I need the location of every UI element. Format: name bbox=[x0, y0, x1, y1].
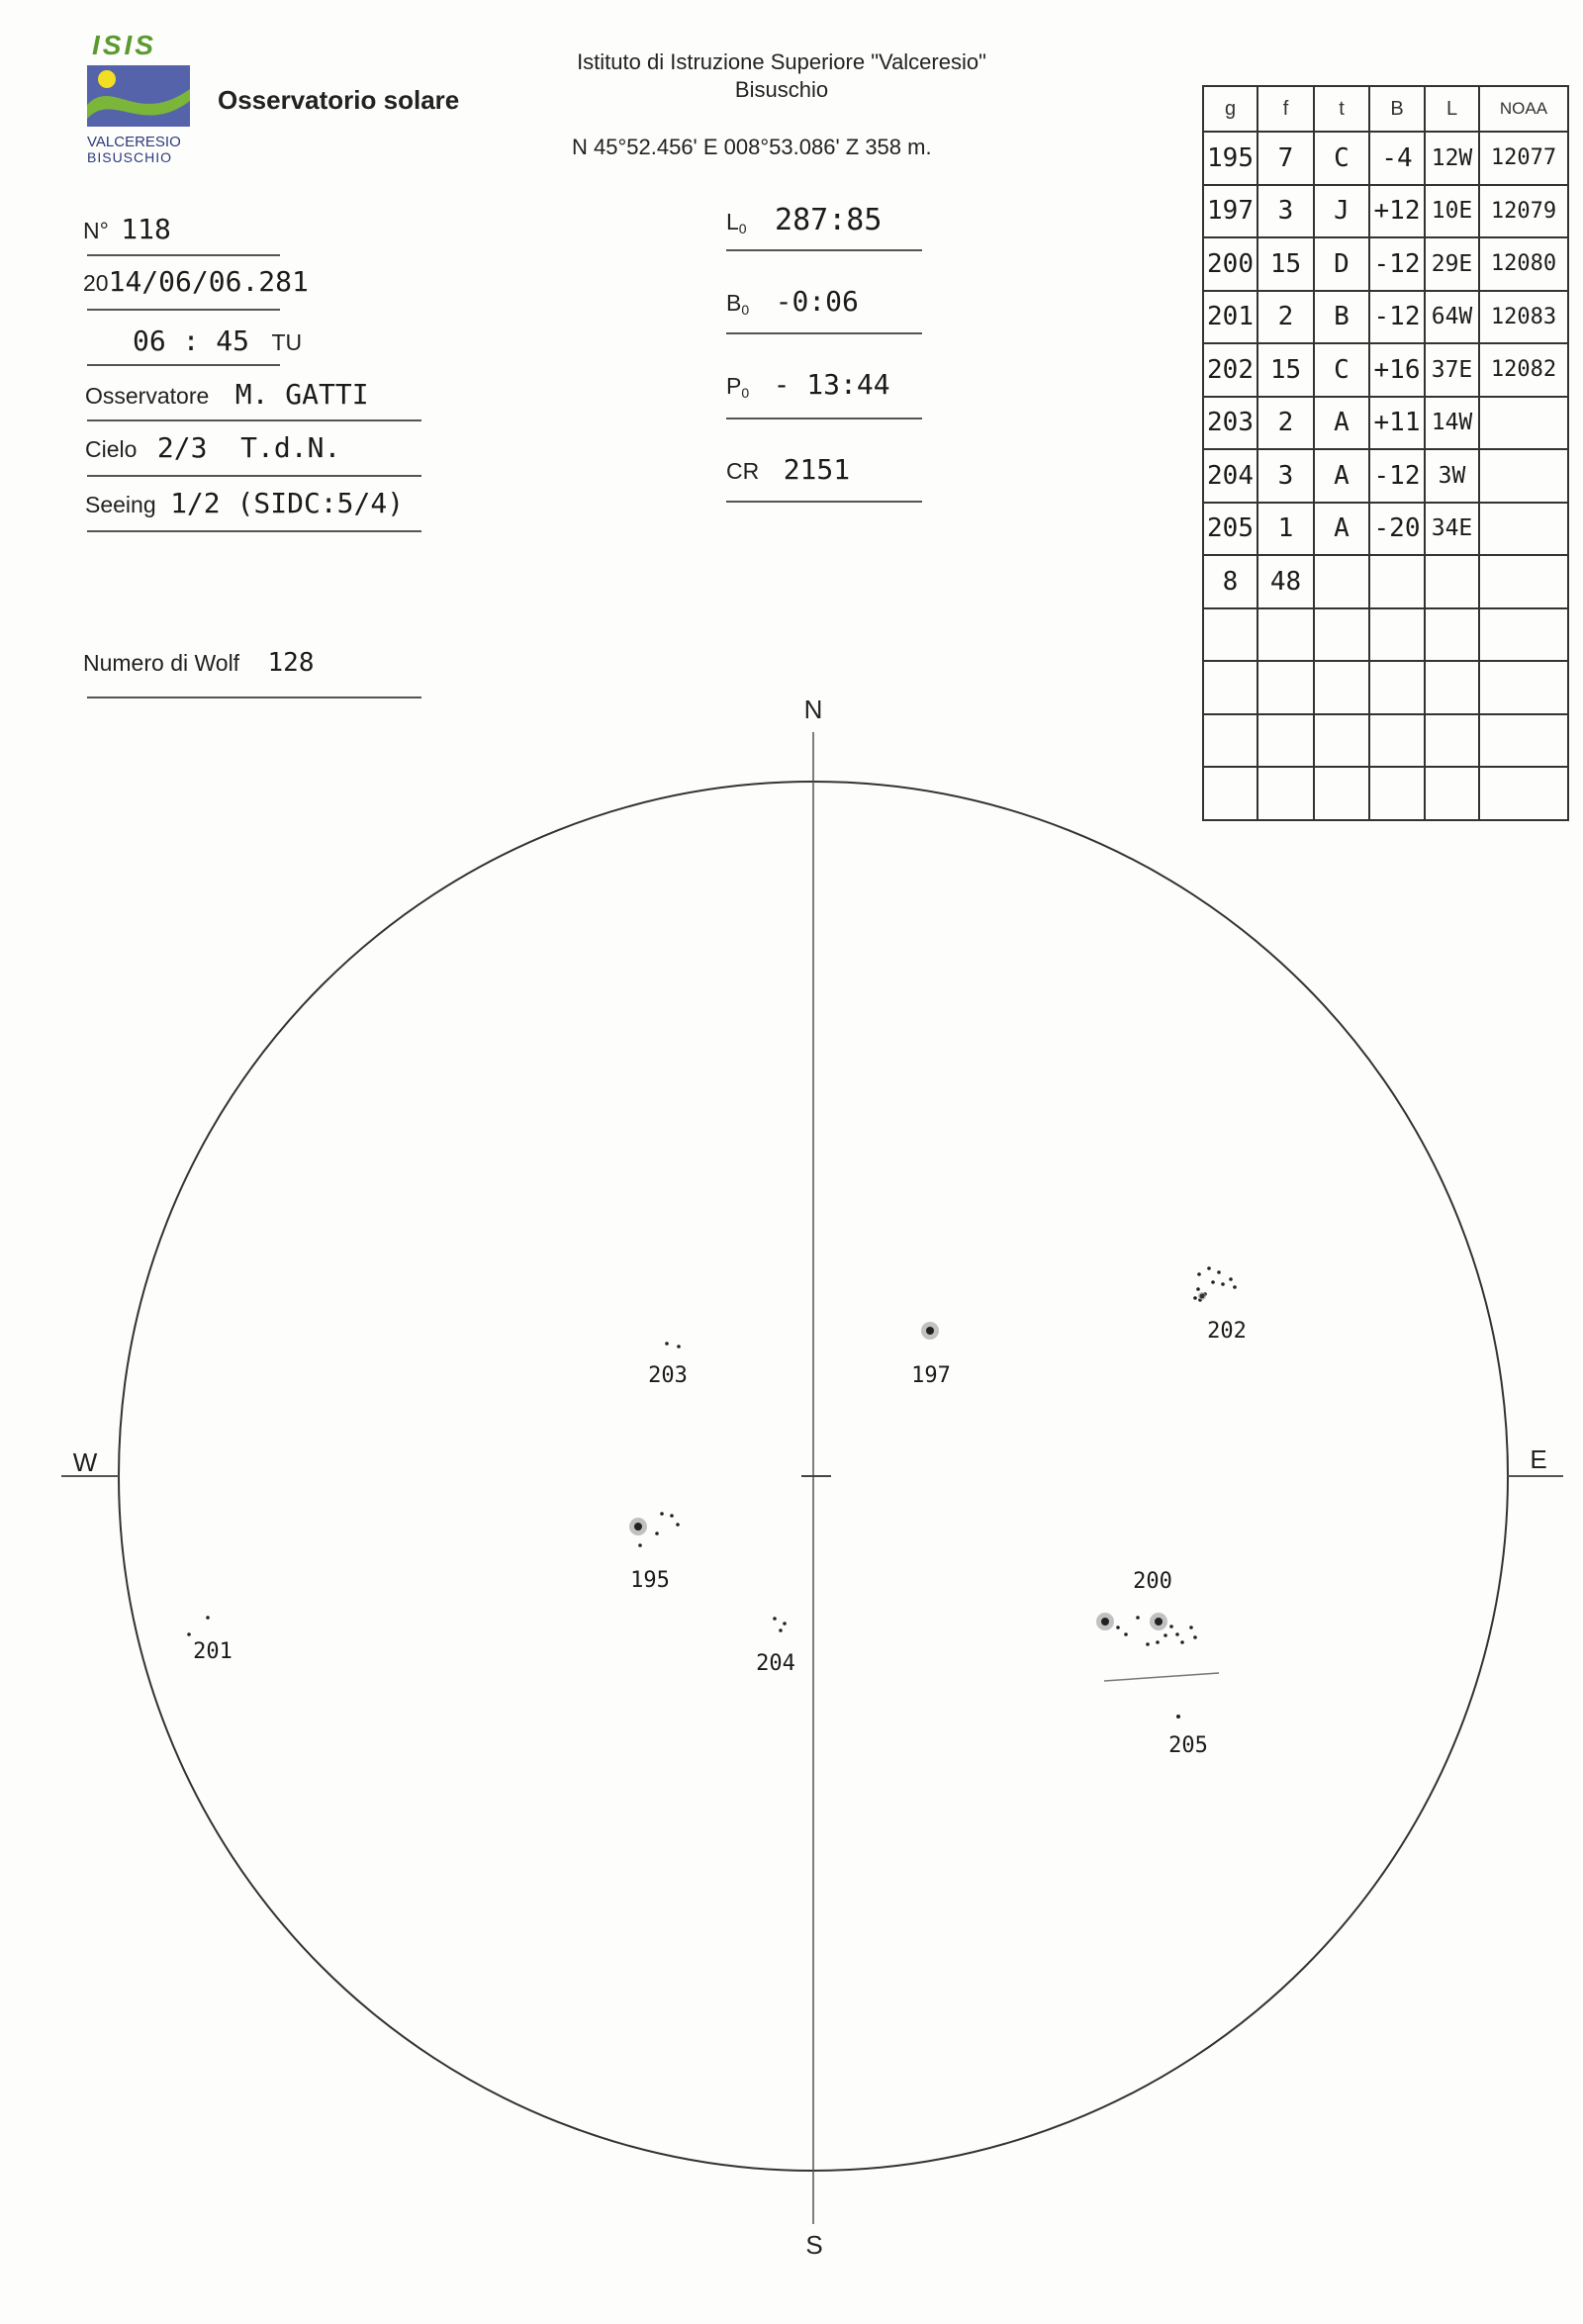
sunspot-202 bbox=[1197, 1272, 1201, 1276]
l0-subscript: 0 bbox=[738, 221, 747, 237]
sunspot-195 bbox=[634, 1523, 642, 1531]
sunspot-200 bbox=[1180, 1640, 1184, 1644]
group-label-197: 197 bbox=[911, 1363, 951, 1388]
cell-spots: 15 bbox=[1257, 343, 1314, 397]
cell-group: 203 bbox=[1203, 397, 1257, 450]
pencil-stroke bbox=[1104, 1673, 1219, 1681]
observer-value: M. GATTI bbox=[234, 378, 369, 411]
east-label: E bbox=[1530, 1444, 1547, 1474]
sky-value: 2/3 T.d.N. bbox=[156, 431, 341, 464]
cell-latitude: +12 bbox=[1369, 185, 1425, 238]
cell-longitude: 34E bbox=[1425, 503, 1479, 556]
north-label: N bbox=[803, 695, 823, 724]
cell-spots: 2 bbox=[1257, 291, 1314, 344]
sunspot-204 bbox=[783, 1622, 787, 1626]
header-group: g bbox=[1203, 86, 1257, 132]
cell-noaa: 12079 bbox=[1479, 185, 1568, 238]
logo-caption-line2: BISUSCHIO bbox=[87, 149, 173, 165]
sunspot-200 bbox=[1193, 1635, 1197, 1639]
cell-spots: 2 bbox=[1257, 397, 1314, 450]
seeing-value: 1/2 (SIDC:5/4) bbox=[170, 487, 405, 519]
cell-type: C bbox=[1314, 132, 1369, 185]
cell-type: J bbox=[1314, 185, 1369, 238]
sunspot-203 bbox=[665, 1342, 669, 1346]
sunspot-200 bbox=[1164, 1633, 1167, 1637]
cell-latitude: -12 bbox=[1369, 449, 1425, 503]
sunspot-202 bbox=[1211, 1280, 1215, 1284]
cell-noaa: 12082 bbox=[1479, 343, 1568, 397]
cell-spots: 1 bbox=[1257, 503, 1314, 556]
cell-spots: 48 bbox=[1257, 555, 1314, 608]
cell-latitude: +11 bbox=[1369, 397, 1425, 450]
group-label-202: 202 bbox=[1207, 1319, 1247, 1344]
cell-noaa: 12077 bbox=[1479, 132, 1568, 185]
group-label-201: 201 bbox=[193, 1639, 233, 1664]
sunspot-195 bbox=[660, 1512, 664, 1516]
sunspot-202 bbox=[1233, 1285, 1237, 1289]
sunspot-202 bbox=[1221, 1282, 1225, 1286]
sunspot-200 bbox=[1155, 1618, 1163, 1626]
cr-value: 2151 bbox=[783, 453, 851, 486]
header-longitude: L bbox=[1425, 86, 1479, 132]
sunspot-202 bbox=[1193, 1296, 1197, 1300]
cell-latitude: +16 bbox=[1369, 343, 1425, 397]
sunspot-202 bbox=[1200, 1294, 1205, 1299]
time-unit: TU bbox=[271, 329, 303, 355]
b0-label: B bbox=[726, 290, 742, 316]
group-label-204: 204 bbox=[756, 1651, 795, 1676]
cell-group: 201 bbox=[1203, 291, 1257, 344]
cell-longitude: 14W bbox=[1425, 397, 1479, 450]
cell-type: D bbox=[1314, 237, 1369, 291]
date-value: 14/06/06.281 bbox=[108, 265, 309, 298]
cell-spots: 3 bbox=[1257, 185, 1314, 238]
institute-name: Istituto di Istruzione Superiore "Valceresio" bbox=[577, 49, 986, 74]
header-type: t bbox=[1314, 86, 1369, 132]
cell-longitude: 12W bbox=[1425, 132, 1479, 185]
sunspot-204 bbox=[779, 1628, 783, 1632]
sunspot-202 bbox=[1196, 1287, 1200, 1291]
l0-label: L bbox=[726, 209, 739, 234]
p0-label: P bbox=[726, 373, 742, 399]
cell-spots: 7 bbox=[1257, 132, 1314, 185]
sunspot-200 bbox=[1146, 1642, 1150, 1646]
cell-group: 200 bbox=[1203, 237, 1257, 291]
group-label-200: 200 bbox=[1133, 1569, 1172, 1594]
cell-longitude: 64W bbox=[1425, 291, 1479, 344]
wolf-value: 128 bbox=[267, 648, 315, 678]
sunspot-200 bbox=[1124, 1632, 1128, 1636]
cell-group: 197 bbox=[1203, 185, 1257, 238]
observer-label: Osservatore bbox=[85, 383, 210, 409]
cell-latitude: -12 bbox=[1369, 291, 1425, 344]
logo-wordmark: ISIS bbox=[92, 30, 156, 60]
sunspot-195 bbox=[676, 1523, 680, 1527]
sunspot-195 bbox=[655, 1532, 659, 1535]
date-prefix: 20 bbox=[83, 270, 109, 296]
cr-label: CR bbox=[726, 458, 760, 484]
sunspot-205 bbox=[1176, 1715, 1180, 1719]
cell-type: B bbox=[1314, 291, 1369, 344]
sunspot-202 bbox=[1217, 1270, 1221, 1274]
sunspot-202 bbox=[1229, 1277, 1233, 1281]
header-latitude: B bbox=[1369, 86, 1425, 132]
west-label: W bbox=[72, 1447, 98, 1477]
logo-caption-line1: VALCERESIO bbox=[87, 134, 181, 150]
institute-town: Bisuschio bbox=[734, 77, 829, 102]
cell-type: A bbox=[1314, 397, 1369, 450]
cell-latitude: -20 bbox=[1369, 503, 1425, 556]
sunspot-200 bbox=[1136, 1616, 1140, 1620]
sunspot-197 bbox=[926, 1327, 934, 1335]
cell-group: 205 bbox=[1203, 503, 1257, 556]
group-label-195: 195 bbox=[630, 1568, 670, 1593]
cell-group: 8 bbox=[1203, 555, 1257, 608]
sunspot-195 bbox=[670, 1514, 674, 1518]
south-label: S bbox=[805, 2230, 823, 2260]
cell-group: 195 bbox=[1203, 132, 1257, 185]
seeing-label: Seeing bbox=[85, 492, 156, 517]
sunspot-200 bbox=[1189, 1626, 1193, 1629]
cell-longitude: 29E bbox=[1425, 237, 1479, 291]
sunspot-200 bbox=[1101, 1618, 1109, 1626]
p0-value: - 13:44 bbox=[773, 368, 890, 401]
cell-type: A bbox=[1314, 503, 1369, 556]
time-value: 06 : 45 bbox=[133, 325, 250, 357]
sunspot-200 bbox=[1169, 1625, 1173, 1628]
b0-subscript: 0 bbox=[741, 302, 750, 319]
cell-latitude: -4 bbox=[1369, 132, 1425, 185]
cell-longitude: 37E bbox=[1425, 343, 1479, 397]
cell-latitude: -12 bbox=[1369, 237, 1425, 291]
sunspot-201 bbox=[187, 1632, 191, 1636]
sunspot-203 bbox=[677, 1345, 681, 1348]
cell-noaa: 12083 bbox=[1479, 291, 1568, 344]
group-label-205: 205 bbox=[1168, 1733, 1208, 1758]
cell-longitude: 3W bbox=[1425, 449, 1479, 503]
header-noaa: NOAA bbox=[1479, 86, 1568, 132]
l0-value: 287:85 bbox=[775, 203, 883, 237]
site-title: Osservatorio solare bbox=[218, 85, 460, 115]
sunspot-200 bbox=[1175, 1632, 1179, 1636]
cell-spots: 3 bbox=[1257, 449, 1314, 503]
number-label: N° bbox=[83, 218, 109, 243]
cell-group: 204 bbox=[1203, 449, 1257, 503]
group-label-203: 203 bbox=[648, 1363, 688, 1388]
cell-noaa: 12080 bbox=[1479, 237, 1568, 291]
cell-longitude: 10E bbox=[1425, 185, 1479, 238]
observatory-coordinates: N 45°52.456' E 008°53.086' Z 358 m. bbox=[572, 135, 932, 159]
cell-group: 202 bbox=[1203, 343, 1257, 397]
sunspot-200 bbox=[1116, 1626, 1120, 1629]
cell-type: C bbox=[1314, 343, 1369, 397]
sunspot-200 bbox=[1156, 1640, 1160, 1644]
b0-value: -0:06 bbox=[775, 285, 859, 318]
cell-type: A bbox=[1314, 449, 1369, 503]
sunspot-202 bbox=[1207, 1266, 1211, 1270]
sunspot-201 bbox=[206, 1616, 210, 1620]
sunspot-195 bbox=[638, 1543, 642, 1547]
header-spots: f bbox=[1257, 86, 1314, 132]
cell-spots: 15 bbox=[1257, 237, 1314, 291]
wolf-label: Numero di Wolf bbox=[83, 650, 240, 676]
p0-subscript: 0 bbox=[741, 385, 750, 402]
sunspot-204 bbox=[773, 1617, 777, 1621]
sunspot-markings bbox=[187, 1266, 1237, 1719]
number-value: 118 bbox=[121, 213, 171, 245]
sky-label: Cielo bbox=[85, 436, 138, 462]
